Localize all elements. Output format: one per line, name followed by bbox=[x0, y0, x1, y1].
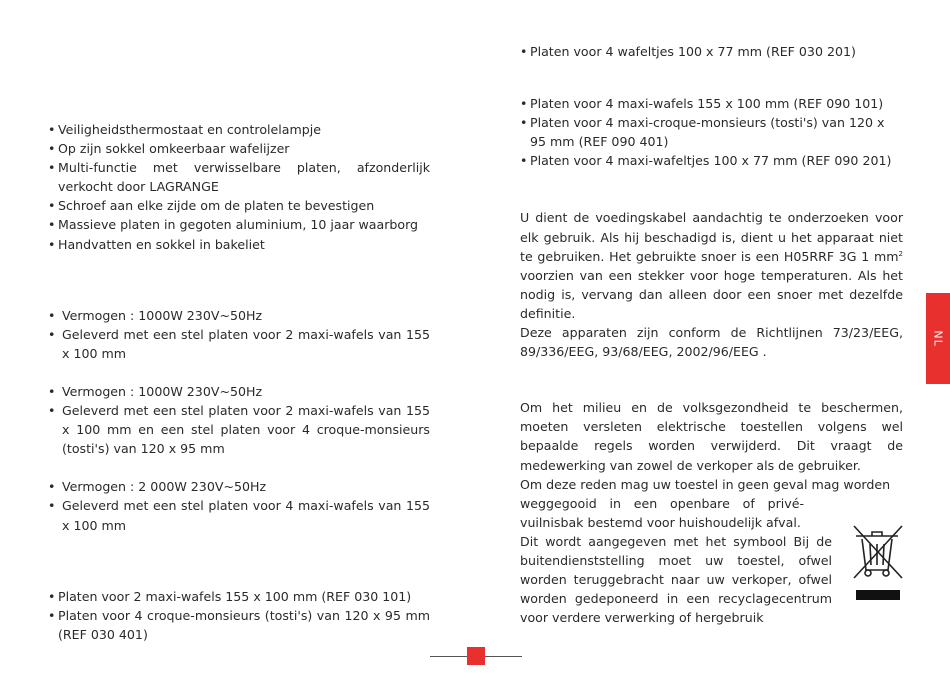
plate-item: • Platen voor 4 maxi-wafeltjes 100 x 77 mm (REF 090 201) bbox=[520, 151, 903, 170]
plate-item: • Platen voor 4 maxi-wafels 155 x 100 mm (REF 090 101) bbox=[520, 94, 903, 113]
environment-section bbox=[520, 398, 903, 627]
right-column bbox=[520, 42, 903, 627]
text-line: vuilnisbak bestemd voor huishoudelijk afval. bbox=[520, 514, 801, 530]
conformity-statement: Deze apparaten zijn conform de Richtlijnen 73/23/EEG, 89/336/EEG, 93/68/EEG, 2002/96/EEG . bbox=[520, 325, 903, 360]
page-marker bbox=[467, 647, 485, 665]
plate-item: • Platen voor 4 maxi-croque-monsieurs (tosti's) van 120 x 95 mm (REF 090 401) bbox=[520, 113, 903, 151]
plates-list-maxi bbox=[520, 94, 903, 170]
text-line: weggegooid in een openbare of privé- bbox=[520, 495, 804, 511]
disposal-paragraph bbox=[520, 475, 903, 532]
text-line: worden teruggebracht naar uw verkoper, ofwel bbox=[520, 572, 832, 588]
feature-item: • Schroef aan elke zijde om de platen te bevestigen bbox=[48, 196, 430, 215]
environment-paragraph: Om het milieu en de volksgezondheid te beschermen, moeten versleten elektrische toestellen volgens wel bepaalde regels worden verwijderd. Dit vraagt de medewerking van zowel de verkoper als de gebruiker. bbox=[520, 400, 903, 473]
feature-item: • Handvatten en sokkel in bakeliet bbox=[48, 235, 430, 254]
spec-power: • Vermogen : 2 000W 230V~50Hz bbox=[48, 477, 430, 496]
language-tab bbox=[926, 293, 950, 384]
plate-item: • Platen voor 2 maxi-wafels 155 x 100 mm (REF 030 101) bbox=[48, 587, 430, 606]
spec-supplied: • Geleverd met een stel platen voor 2 maxi-wafels van 155 x 100 mm en een stel platen voor 4 croque-monsieurs (tosti's) van 120 x 95 mm bbox=[48, 401, 430, 458]
feature-item: • Multi-functie met verwisselbare platen, afzonderlijk verkocht door LAGRANGE bbox=[48, 158, 430, 196]
text-line: buitendienststelling moet uw toestel, ofwel bbox=[520, 552, 832, 568]
model3-specs bbox=[48, 477, 430, 534]
spec-power: • Vermogen : 1000W 230V~50Hz bbox=[48, 306, 430, 325]
plate-item: • Platen voor 4 croque-monsieurs (tosti's) van 120 x 95 mm (REF 030 401) bbox=[48, 606, 430, 644]
plates-list-left bbox=[48, 587, 430, 644]
feature-item: • Op zijn sokkel omkeerbaar wafelijzer bbox=[48, 139, 430, 158]
text-line: Om deze reden mag uw toestel in geen geval mag worden bbox=[520, 476, 891, 492]
language-label: NL bbox=[931, 330, 945, 347]
spec-supplied: • Geleverd met een stel platen voor 4 maxi-wafels van 155 x 100 mm bbox=[48, 496, 430, 534]
feature-item: • Massieve platen in gegoten aluminium, 10 jaar waarborg bbox=[48, 215, 430, 234]
feature-item: • Veiligheidsthermostaat en controlelampje bbox=[48, 120, 430, 139]
text-line: worden gedeponeerd in een recyclagecentrum bbox=[520, 591, 832, 607]
crossed-out-wheelie-bin-icon bbox=[852, 524, 904, 602]
feature-list bbox=[48, 120, 430, 254]
plate-item: • Platen voor 4 wafeltjes 100 x 77 mm (REF 030 201) bbox=[520, 42, 903, 61]
text-line: voor verdere verwerking of hergebruik bbox=[520, 610, 764, 626]
model2-specs bbox=[48, 382, 430, 458]
footer-rule-left bbox=[430, 656, 467, 657]
spec-power: • Vermogen : 1000W 230V~50Hz bbox=[48, 382, 430, 401]
spec-supplied: • Geleverd met een stel platen voor 2 maxi-wafels van 155 x 100 mm bbox=[48, 325, 430, 363]
footer-rule-right bbox=[485, 656, 522, 657]
left-column bbox=[48, 120, 430, 644]
model1-specs bbox=[48, 306, 430, 363]
symbol-paragraph bbox=[520, 532, 832, 627]
cable-warning: U dient de voedingskabel aandachtig te onderzoeken voor elk gebruik. Als hij beschadigd is, dient u het apparaat niet te gebruiken. Het gebruikte snoer is een H05RRF 3G 1 $mm^2$ voorzien van een stekker voor hoge temperaturen. Als het nodig is, vervang dan alleen door een snoer met dezelfde definitie. bbox=[520, 210, 903, 321]
text-line: Dit wordt aangegeven met het symbool Bij de bbox=[520, 533, 832, 549]
